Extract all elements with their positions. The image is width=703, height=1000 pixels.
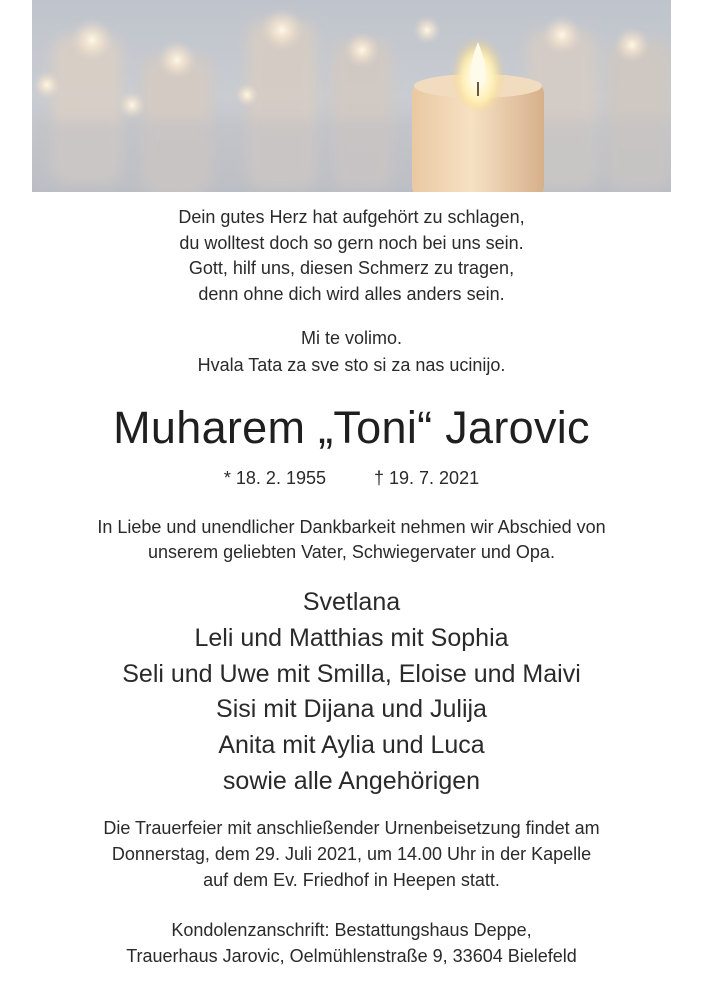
farewell-line: Mi te volimo. (300, 328, 403, 348)
ceremony-line: Die Trauerfeier mit anschließender Urnenbeisetzung findet am (103, 818, 600, 838)
birth-date: * 18. 2. 1955 (223, 468, 326, 488)
poem-verse (0, 205, 703, 307)
ceremony-details (0, 815, 703, 893)
ceremony-line: Donnerstag, dem 29. Juli 2021, um 14.00 Uhr in der Kapelle (111, 844, 592, 864)
mourners-list (0, 585, 703, 800)
life-dates (0, 466, 703, 490)
candles-photo (32, 0, 671, 192)
poem-line: denn ohne dich wird alles anders sein. (198, 283, 505, 304)
poem-line: Gott, hilf uns, diesen Schmerz zu tragen, (188, 258, 515, 278)
mourner-line: Anita mit Aylia und Luca (218, 731, 485, 760)
farewell-verse (0, 325, 703, 379)
mourner-line: Svetlana (302, 588, 401, 616)
mourner-line: Sisi mit Dijana und Julija (216, 695, 487, 724)
intro-line: In Liebe und unendlicher Dankbarkeit nehmen wir Abschied von (97, 517, 606, 537)
mourner-line: Seli und Uwe mit Smilla, Eloise und Maivi (122, 659, 581, 688)
death-date: † 19. 7. 2021 (374, 468, 480, 488)
condolence-address (0, 917, 703, 969)
mourner-line: Leli und Matthias mit Sophia (194, 623, 509, 652)
ceremony-line: auf dem Ev. Friedhof in Heepen statt. (203, 870, 500, 890)
farewell-line: Hvala Tata za sve sto si za nas ucinijo. (197, 355, 506, 375)
deceased-name: Muharem „Toni“ Jarovic (113, 402, 590, 453)
farewell-intro (0, 515, 703, 565)
intro-line: unserem geliebten Vater, Schwiegervater und Opa. (148, 542, 555, 562)
poem-line: Dein gutes Herz hat aufgehört zu schlagen, (178, 207, 525, 227)
address-line: Kondolenzanschrift: Bestattungshaus Deppe, (171, 920, 532, 940)
poem-line: du wolltest doch so gern noch bei uns sein. (179, 232, 524, 253)
address-line: Trauerhaus Jarovic, Oelmühlenstraße 9, 33604 Bielefeld (126, 946, 577, 966)
mourner-line: sowie alle Angehörigen (222, 766, 481, 795)
